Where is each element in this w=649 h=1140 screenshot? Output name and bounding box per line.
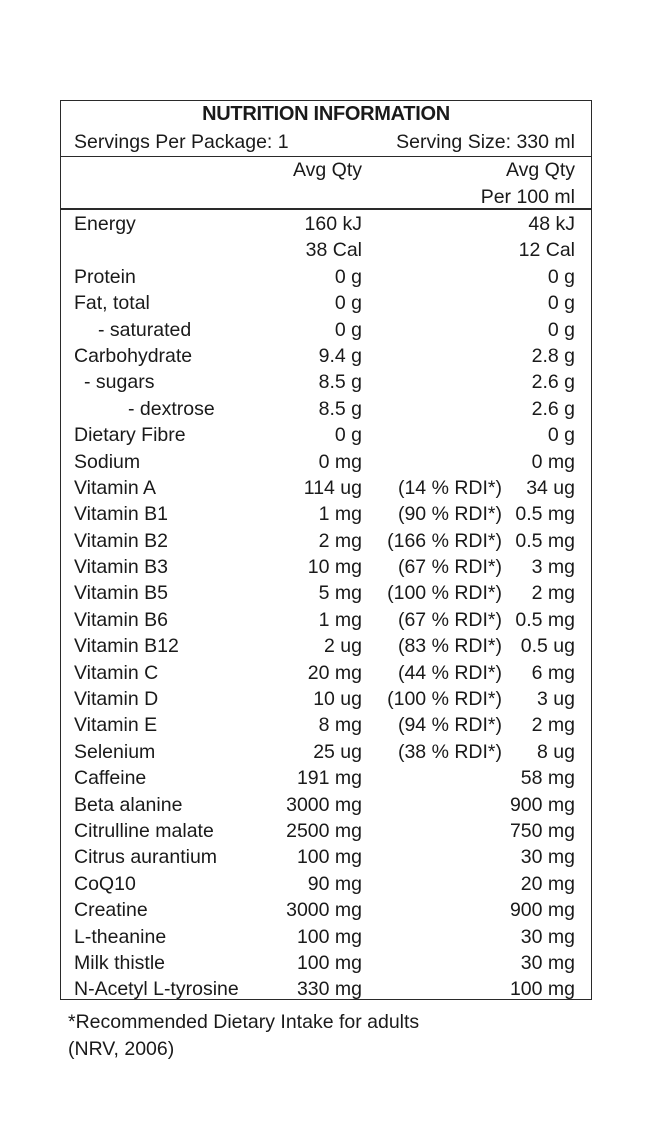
nutrient-avg-qty: 1 mg [318,608,362,631]
nutrient-avg-qty: 90 mg [307,872,362,895]
nutrient-avg-qty: 330 mg [296,978,362,1001]
nutrient-name: Selenium [74,740,156,763]
nutrient-per-100ml: 30 mg [520,951,575,974]
nutrient-avg-qty: 0 g [334,424,362,447]
nutrient-row [61,422,591,448]
nutrient-name: Vitamin B3 [74,556,168,579]
nutrient-avg-qty: 8 mg [318,714,362,737]
footnote [68,1009,419,1063]
nutrient-row [61,264,591,290]
nutrient-row [61,475,591,501]
nutrient-avg-qty: 100 mg [296,925,362,948]
nutrient-row [61,792,591,818]
nutrient-avg-qty: 20 mg [307,661,362,684]
nutrient-name: Vitamin C [74,661,159,684]
nutrient-per-100ml: 30 mg [520,925,575,948]
header-divider [61,156,591,157]
nutrient-name: - dextrose [128,397,215,420]
nutrient-name: Vitamin B1 [74,503,168,526]
nutrient-per-100ml: 58 mg [520,767,575,790]
nutrient-row [61,211,591,237]
column-header-avg-qty: Avg Qty [292,159,362,181]
nutrient-row [61,739,591,765]
nutrient-rdi: (67 % RDI*) [397,608,502,631]
nutrient-avg-qty: 10 mg [307,556,362,579]
nutrient-per-100ml: 3 mg [531,556,575,579]
nutrient-per-100ml: 3 ug [537,688,575,711]
nutrient-row [61,290,591,316]
nutrient-per-100ml: 0 g [547,424,575,447]
nutrient-avg-qty: 0 g [334,265,362,288]
nutrient-per-100ml: 0.5 mg [515,529,575,552]
nutrient-row [61,844,591,870]
nutrient-rdi: (100 % RDI*) [387,688,502,711]
nutrient-name: Citrulline malate [74,819,214,842]
nutrient-row [61,924,591,950]
nutrient-avg-qty: 191 mg [296,767,362,790]
nutrient-row [61,976,591,1002]
nutrient-per-100ml: 0 mg [531,450,575,473]
nutrient-row [61,686,591,712]
footnote-line-2: (NRV, 2006) [68,1038,175,1060]
nutrient-per-100ml: 2 mg [531,714,575,737]
nutrient-avg-qty: 0 g [334,292,362,315]
nutrient-rdi: (38 % RDI*) [397,740,502,763]
nutrient-per-100ml: 0 g [547,265,575,288]
nutrient-per-100ml: 0.5 mg [515,608,575,631]
nutrient-per-100ml: 20 mg [520,872,575,895]
nutrient-per-100ml: 0 g [547,292,575,315]
nutrient-avg-qty: 10 ug [313,688,362,711]
nutrient-avg-qty: 2 ug [324,635,362,658]
nutrient-row [61,950,591,976]
nutrient-row [61,343,591,369]
nutrient-per-100ml: 2.8 g [531,344,575,367]
nutrient-avg-qty: 38 Cal [305,239,362,262]
panel-title: NUTRITION INFORMATION [202,103,450,125]
nutrient-per-100ml: 900 mg [509,899,575,922]
nutrient-avg-qty: 5 mg [318,582,362,605]
nutrient-name: Citrus aurantium [74,846,218,869]
nutrient-row [61,818,591,844]
nutrient-rdi: (14 % RDI*) [397,476,502,499]
nutrient-per-100ml: 900 mg [509,793,575,816]
nutrient-name: Vitamin B2 [74,529,168,552]
nutrient-row [61,712,591,738]
nutrient-name: Vitamin B6 [74,608,168,631]
nutrient-per-100ml: 8 ug [537,740,575,763]
nutrient-avg-qty: 160 kJ [304,213,362,235]
nutrient-name: Vitamin A [74,476,157,499]
nutrient-name: N-Acetyl L-tyrosine [74,978,239,1001]
nutrient-per-100ml: 0.5 mg [515,503,575,526]
nutrient-per-100ml: 100 mg [509,978,575,1001]
nutrient-row [61,369,591,395]
nutrient-row [61,660,591,686]
nutrient-avg-qty: 0 mg [318,450,362,473]
nutrient-name: L-theanine [74,925,167,948]
column-header-avg-qty-100-line1: Avg Qty [505,159,575,181]
nutrient-avg-qty: 25 ug [313,740,362,763]
nutrient-rdi: (100 % RDI*) [387,582,502,605]
nutrient-rows [61,211,591,1003]
nutrient-rdi: (94 % RDI*) [397,714,502,737]
nutrient-name: CoQ10 [74,872,136,895]
nutrient-row [61,580,591,606]
nutrient-avg-qty: 3000 mg [286,899,362,922]
nutrient-per-100ml: 2.6 g [531,397,575,420]
nutrient-row [61,396,591,422]
nutrient-name: - saturated [98,318,192,341]
nutrient-per-100ml: 12 Cal [518,239,575,262]
nutrient-avg-qty: 1 mg [318,503,362,526]
nutrient-name: Creatine [74,899,148,922]
nutrient-avg-qty: 114 ug [303,476,362,499]
nutrient-name: Energy [74,213,136,235]
footnote-line-1: *Recommended Dietary Intake for adults [68,1011,420,1033]
column-header-divider [61,208,591,210]
nutrient-per-100ml: 6 mg [531,661,575,684]
nutrient-per-100ml: 750 mg [509,819,575,842]
nutrient-name: Sodium [74,450,141,473]
nutrition-panel [60,100,592,1000]
nutrient-name: Vitamin E [74,714,158,737]
nutrient-avg-qty: 8.5 g [318,397,362,420]
nutrient-row [61,449,591,475]
nutrient-name: Carbohydrate [74,344,193,367]
servings-per-package: Servings Per Package: 1 [74,131,289,153]
nutrient-row [61,554,591,580]
nutrient-avg-qty: 100 mg [296,951,362,974]
nutrient-name: Dietary Fibre [74,424,186,447]
column-header-avg-qty-100-line2: Per 100 ml [480,186,575,208]
nutrient-name: - sugars [84,371,155,394]
nutrient-rdi: (67 % RDI*) [397,556,502,579]
nutrient-per-100ml: 0.5 ug [520,635,575,658]
nutrient-name: Caffeine [74,767,147,790]
nutrient-per-100ml: 48 kJ [528,213,575,235]
nutrient-avg-qty: 3000 mg [286,793,362,816]
nutrient-rdi: (83 % RDI*) [397,635,502,658]
nutrient-avg-qty: 8.5 g [318,371,362,394]
nutrient-row [61,237,591,263]
nutrient-per-100ml: 30 mg [520,846,575,869]
nutrient-avg-qty: 0 g [334,318,362,341]
nutrient-avg-qty: 2 mg [318,529,362,552]
nutrient-name: Protein [74,265,136,288]
nutrient-name: Vitamin B12 [74,635,179,658]
nutrient-per-100ml: 0 g [547,318,575,341]
nutrient-per-100ml: 2.6 g [531,371,575,394]
nutrient-name: Fat, total [74,292,150,315]
nutrient-avg-qty: 100 mg [296,846,362,869]
serving-size: Serving Size: 330 ml [396,131,575,153]
nutrient-row [61,607,591,633]
nutrient-per-100ml: 2 mg [531,582,575,605]
nutrient-name: Vitamin B5 [74,582,168,605]
nutrient-row [61,528,591,554]
nutrient-rdi: (90 % RDI*) [397,503,502,526]
nutrient-rdi: (166 % RDI*) [387,529,502,552]
nutrient-rdi: (44 % RDI*) [397,661,502,684]
nutrient-avg-qty: 2500 mg [286,819,362,842]
nutrient-row [61,633,591,659]
nutrient-row [61,871,591,897]
nutrient-row [61,765,591,791]
nutrient-row [61,501,591,527]
nutrient-row [61,897,591,923]
nutrient-avg-qty: 9.4 g [318,344,362,367]
nutrient-name: Milk thistle [74,951,166,974]
nutrient-row [61,317,591,343]
nutrient-name: Vitamin D [74,688,159,711]
nutrient-per-100ml: 34 ug [526,476,575,499]
nutrient-name: Beta alanine [74,793,183,816]
